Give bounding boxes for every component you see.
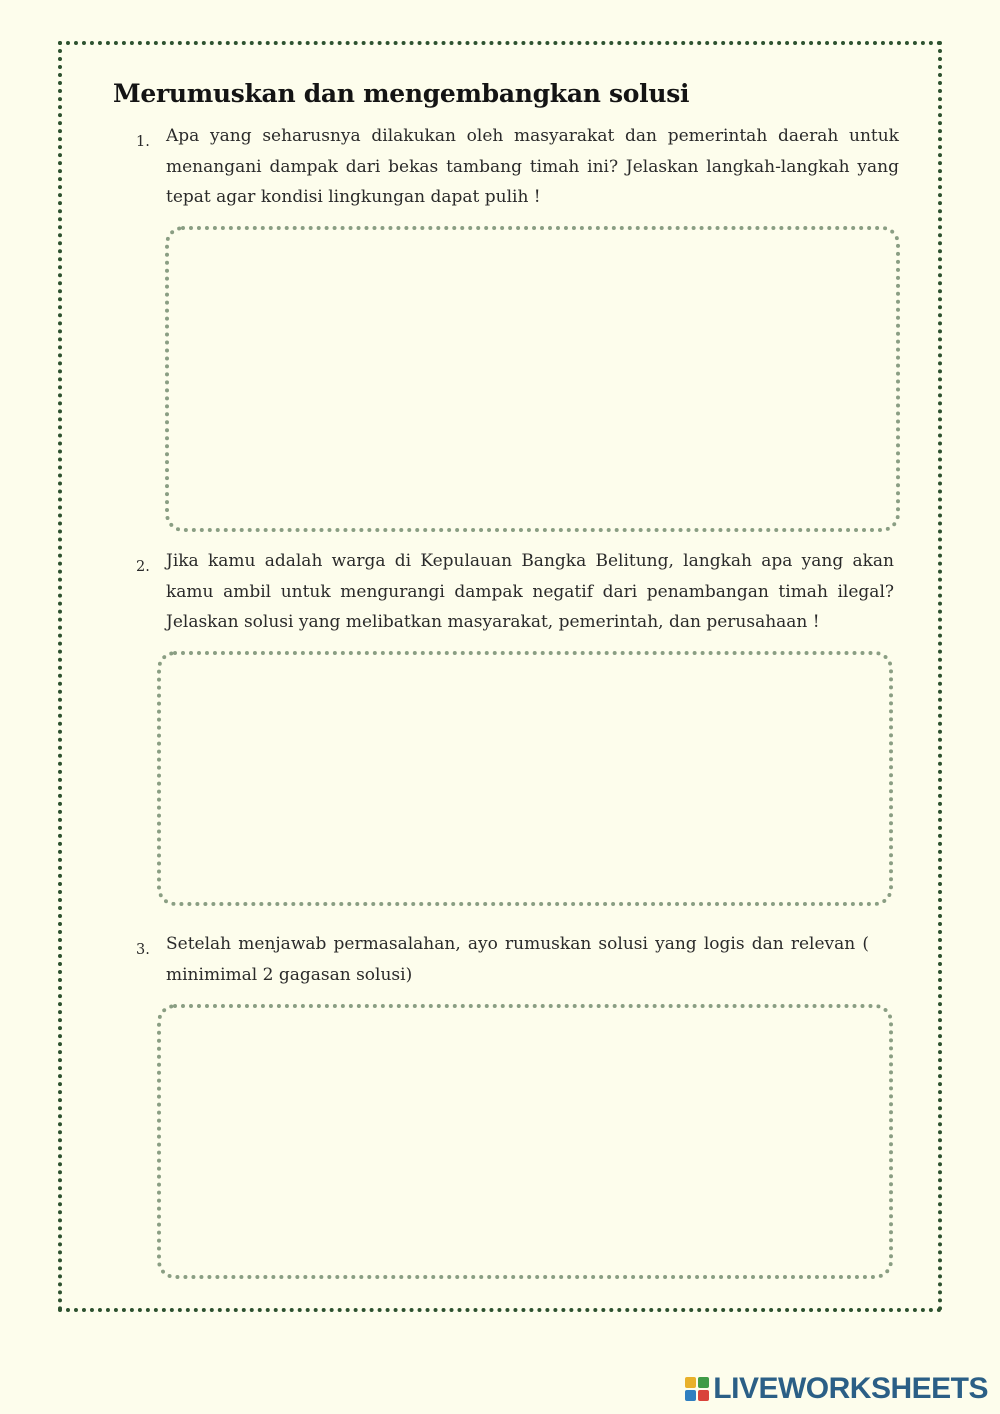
question-2-number: 2. <box>136 559 150 575</box>
question-1-text: Apa yang seharusnya dilakukan oleh masyarakat dan pemerintah daerah untuk menangani dampak dari bekas tambang timah ini? Jelaskan langkah-langkah yang tepat agar kondisi lingkungan dapat pulih ! <box>166 126 899 207</box>
logo-tile-icon <box>685 1377 696 1388</box>
question-3-number: 3. <box>136 942 150 958</box>
question-1-number: 1. <box>136 134 150 150</box>
logo-tile-icon <box>685 1390 696 1401</box>
question-3 <box>166 929 869 990</box>
liveworksheets-logo-icon <box>685 1377 709 1401</box>
liveworksheets-logo-text: LIVEWORKSHEETS <box>713 1372 988 1405</box>
question-2 <box>166 546 894 638</box>
answer-box-3[interactable] <box>157 1004 893 1279</box>
question-2-text: Jika kamu adalah warga di Kepulauan Bangka Belitung, langkah apa yang akan kamu ambil untuk mengurangi dampak negatif dari penambangan timah ilegal? Jelaskan solusi yang melibatkan masyarakat, pemerintah, dan perusahaan ! <box>166 551 894 632</box>
question-3-text: Setelah menjawab permasalahan, ayo rumuskan solusi yang logis dan relevan ( minimimal 2 gagasan solusi) <box>166 934 869 985</box>
answer-box-1[interactable] <box>165 226 900 532</box>
logo-tile-icon <box>698 1377 709 1388</box>
page-title: Merumuskan dan mengembangkan solusi <box>113 79 690 108</box>
liveworksheets-logo[interactable] <box>685 1372 988 1406</box>
logo-tile-icon <box>698 1390 709 1401</box>
answer-box-2[interactable] <box>157 651 893 906</box>
question-1 <box>166 121 899 213</box>
